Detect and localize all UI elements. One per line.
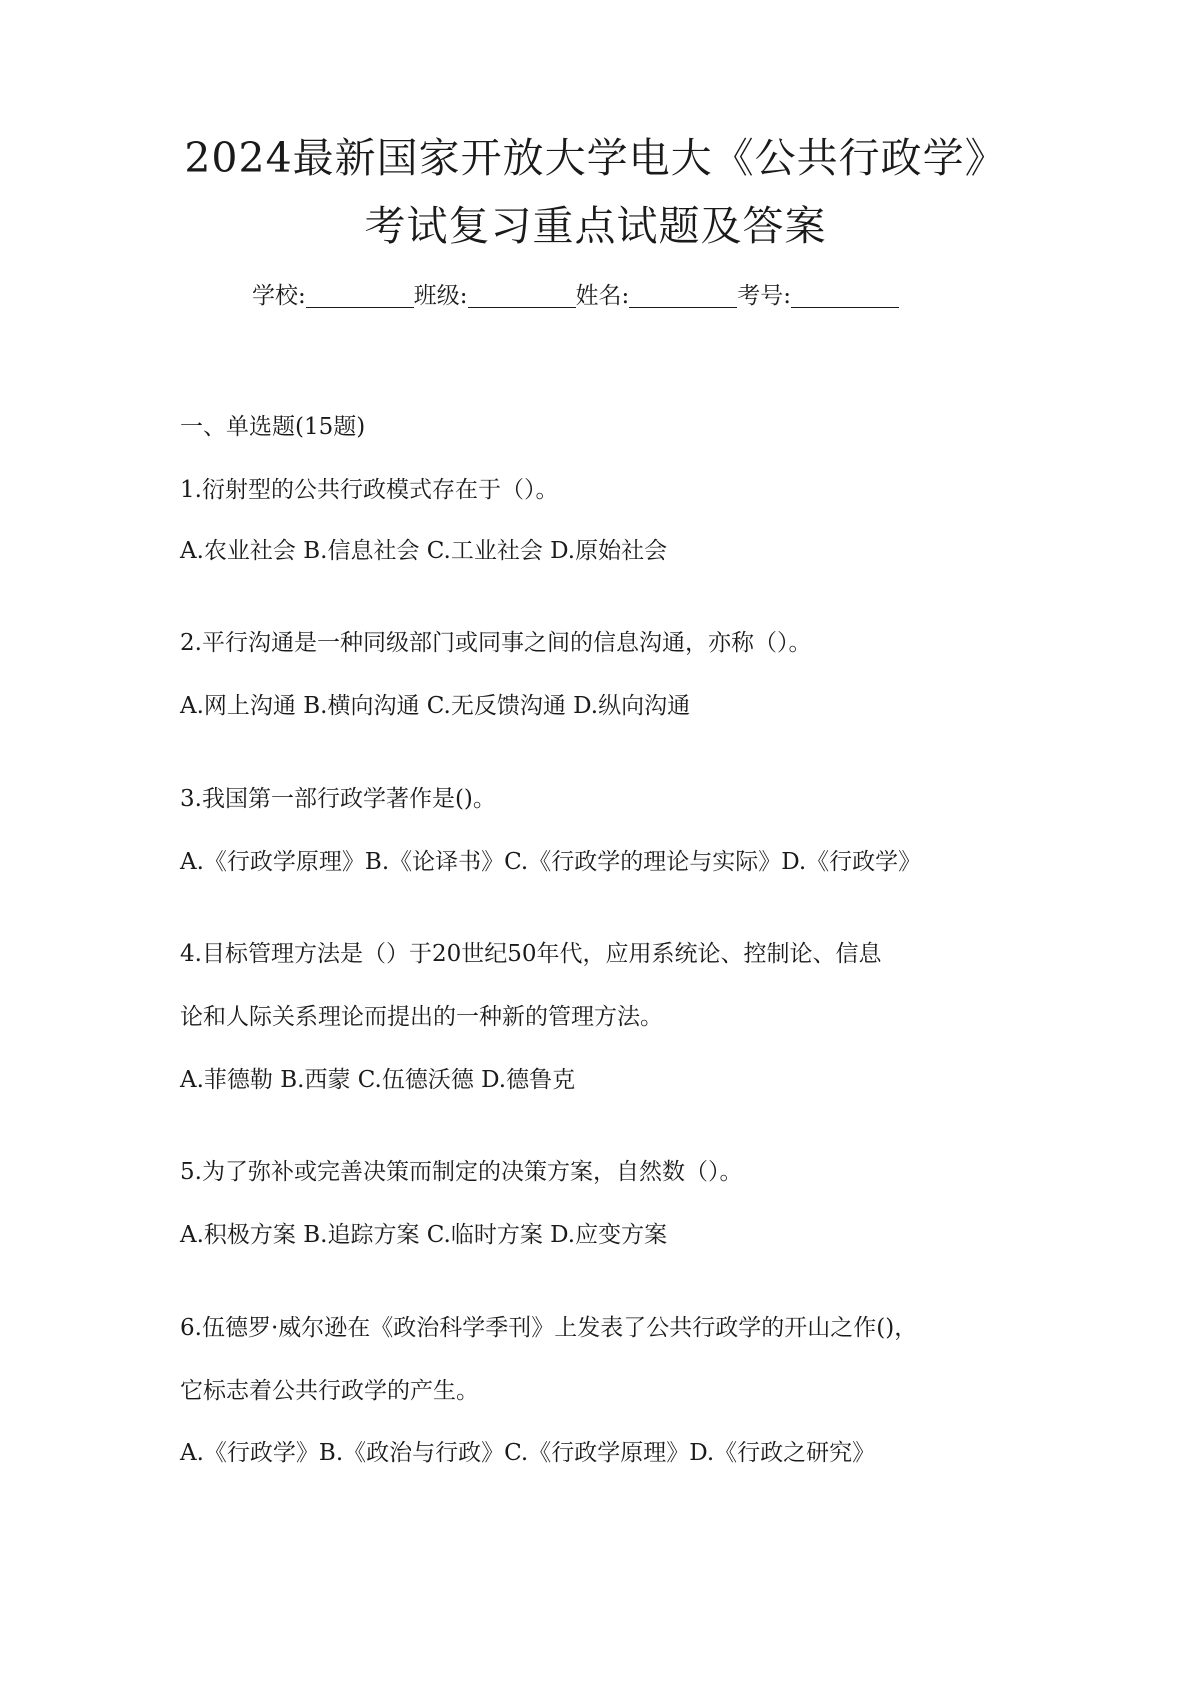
question-5-stem: 5.为了弥补或完善决策而制定的决策方案，自然数（）。: [180, 1159, 743, 1185]
name-blank: [629, 283, 737, 308]
question-6-options: A.《行政学》B.《政治与行政》C.《行政学原理》D.《行政之研究》: [180, 1440, 876, 1466]
question-4-stem-line-2: 论和人际关系理论而提出的一种新的管理方法。: [180, 1004, 663, 1030]
document-title-line-2: 考试复习重点试题及答案: [364, 202, 827, 250]
question-1-stem: 1.衍射型的公共行政模式存在于（）。: [180, 477, 559, 503]
section-heading: 一、单选题(15题): [180, 414, 366, 440]
class-blank: [468, 283, 576, 308]
question-6-stem-line-2: 它标志着公共行政学的产生。: [180, 1378, 479, 1404]
question-4-options: A.菲德勒 B.西蒙 C.伍德沃德 D.德鲁克: [180, 1067, 576, 1093]
exam-number-blank: [791, 283, 899, 308]
question-3-options: A.《行政学原理》B.《论译书》C.《行政学的理论与实际》D.《行政学》: [180, 849, 922, 875]
class-label: 班级:: [413, 283, 468, 309]
question-1-options: A.农业社会 B.信息社会 C.工业社会 D.原始社会: [180, 538, 668, 564]
question-5-options: A.积极方案 B.追踪方案 C.临时方案 D.应变方案: [180, 1222, 668, 1248]
document-title-line-1: 2024最新国家开放大学电大《公共行政学》: [184, 134, 1007, 182]
question-6-stem-line-1: 6.伍德罗·威尔逊在《政治科学季刊》上发表了公共行政学的开山之作()，: [180, 1315, 918, 1341]
school-blank: [306, 283, 414, 308]
question-2-options: A.网上沟通 B.横向沟通 C.无反馈沟通 D.纵向沟通: [180, 693, 691, 719]
school-label: 学校:: [252, 283, 306, 309]
question-4-stem-line-1: 4.目标管理方法是（）于20世纪50年代，应用系统论、控制论、信息: [180, 941, 882, 967]
question-3-stem: 3.我国第一部行政学著作是()。: [180, 786, 496, 812]
student-info-row: [252, 283, 899, 308]
name-label: 姓名:: [575, 283, 630, 309]
question-2-stem: 2.平行沟通是一种同级部门或同事之间的信息沟通，亦称（）。: [180, 630, 812, 656]
exam-number-label: 考号:: [737, 283, 791, 309]
